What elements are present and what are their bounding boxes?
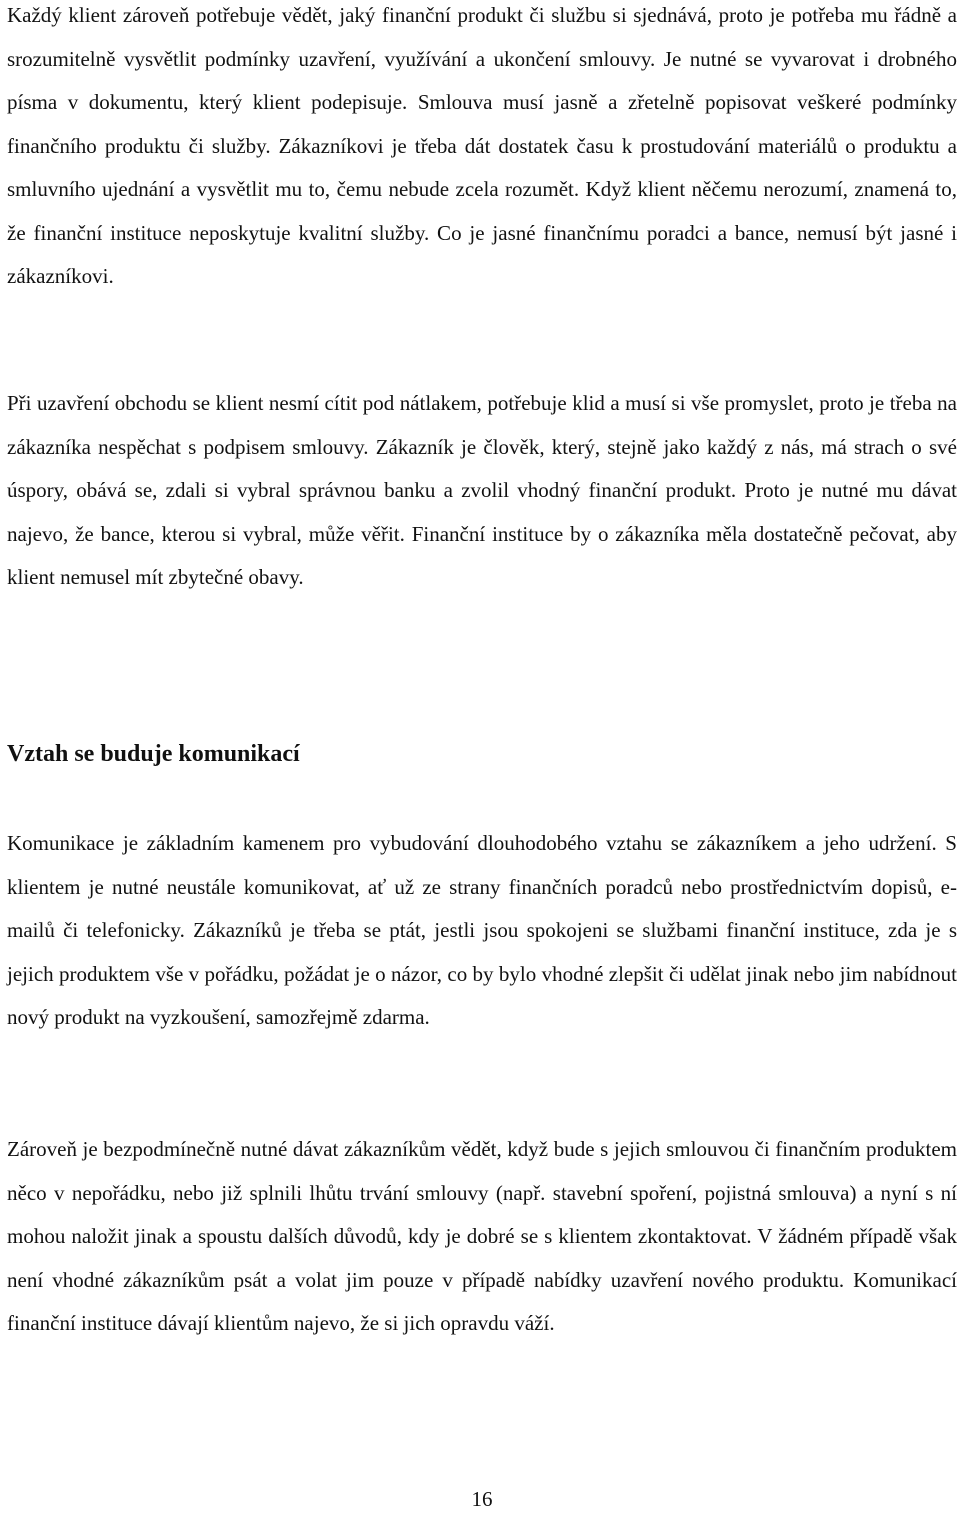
- document-page: [7, 0, 957, 1509]
- paragraph-contract-clarity: Každý klient zároveň potřebuje vědět, jaký finanční produkt či službu si sjednává, proto je potřeba mu řádně a srozumitelně vysvětlit podmínky uzavření, využívání a ukončení smlouvy. Je nutné se vyvarovat i drobného písma v dokumentu, který klient podepisuje. Smlouva musí jasně a zřetelně popisovat veškeré podmínky finančního produktu či služby. Zákazníkovi je třeba dát dostatek času k prostudování materiálů o produktu a smluvního ujednání a vysvětlit mu to, čemu nebude zcela rozumět. Když klient něčemu nerozumí, znamená to, že finanční instituce neposkytuje kvalitní služby. Co je jasné finančnímu poradci a bance, nemusí být jasné i zákazníkovi.: [7, 3, 957, 288]
- paragraph-communication: Komunikace je základním kamenem pro vybudování dlouhodobého vztahu se zákazníkem a jeho udržení. S klientem je nutné neustále komunikovat, ať už ze strany finančních poradců nebo prostřednictvím dopisů, e-mailů či telefonicky. Zákazníků je třeba se ptát, jestli jsou spokojeni se službami finanční instituce, zda je s jejich produktem vše v pořádku, požádat je o názor, co by bylo vhodné zlepšit či udělat jinak nebo jim nabídnout nový produkt na vyzkoušení, samozřejmě zdarma.: [7, 831, 957, 1029]
- paragraph-no-pressure: Při uzavření obchodu se klient nesmí cítit pod nátlakem, potřebuje klid a musí si vše promyslet, proto je třeba na zákazníka nespěchat s podpisem smlouvy. Zákazník je člověk, který, stejně jako každý z nás, má strach o své úspory, obává se, zdali si vybral správnou banku a zvolil vhodný finanční produkt. Proto je nutné mu dávat najevo, že bance, kterou si vybral, může věřit. Finanční instituce by o zákazníka měla dostatečně pečovat, aby klient nemusel mít zbytečné obavy.: [7, 391, 957, 589]
- paragraph-notify-clients: Zároveň je bezpodmínečně nutné dávat zákazníkům vědět, když bude s jejich smlouvou či finančním produktem něco v nepořádku, nebo již splnili lhůtu trvání smlouvy (např. stavební spoření, pojistná smlouva) a nyní s ní mohou naložit jinak a spoustu dalších důvodů, kdy je dobré se s klientem zkontaktovat. V žádném případě však není vhodné zákazníkům psát a volat jim pouze v případě nabídky uzavření nového produktu. Komunikací finanční instituce dávají klientům najevo, že si jich opravdu váží.: [7, 1137, 957, 1335]
- page-number: 16: [471, 1487, 493, 1511]
- section-heading: Vztah se buduje komunikací: [7, 741, 300, 767]
